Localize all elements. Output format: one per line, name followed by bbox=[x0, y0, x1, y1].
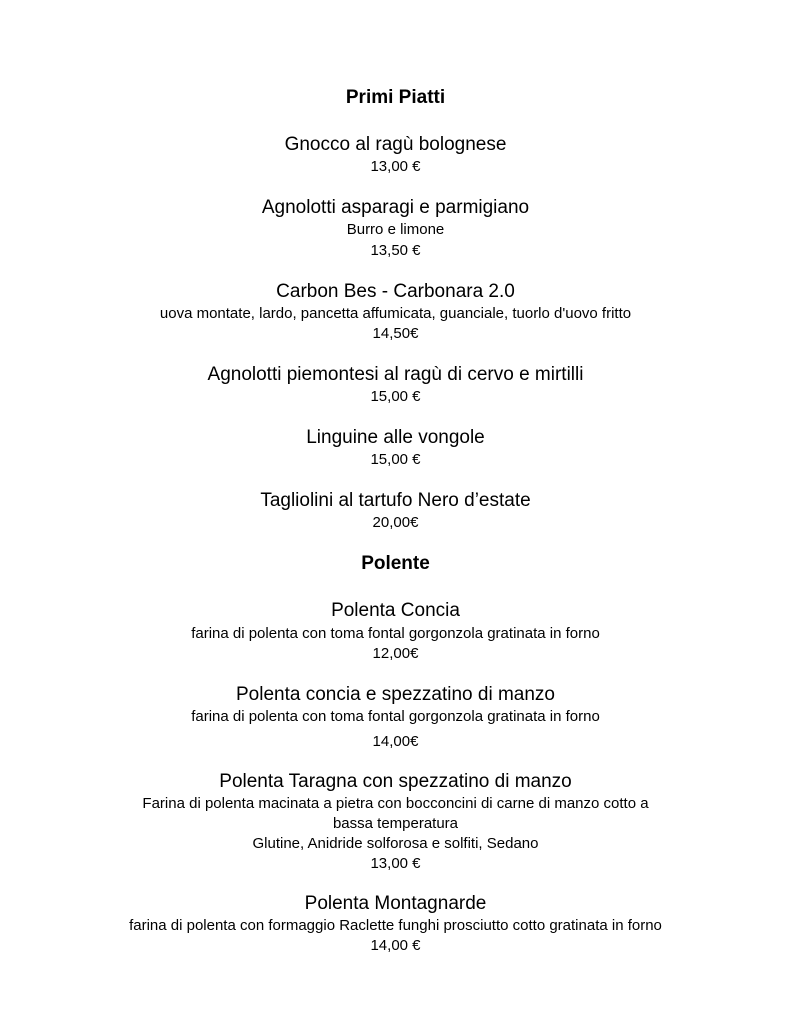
dish-name: Polenta concia e spezzatino di manzo bbox=[236, 684, 555, 705]
dish-name: Carbon Bes - Carbonara 2.0 bbox=[276, 281, 515, 302]
dish-name: Polenta Taragna con spezzatino di manzo bbox=[219, 771, 572, 792]
dish-price: 15,00 € bbox=[370, 388, 421, 405]
dish-price: 20,00€ bbox=[372, 514, 419, 531]
dish-description: Burro e limone bbox=[346, 221, 445, 238]
dish-description: uova montate, lardo, pancetta affumicata, guanciale, tuorlo d'uovo fritto bbox=[159, 305, 632, 322]
dish-name: Tagliolini al tartufo Nero d’estate bbox=[260, 490, 531, 511]
dish-name: Gnocco al ragù bolognese bbox=[284, 134, 507, 155]
dish-price: 14,50€ bbox=[372, 325, 419, 342]
dish-name: Linguine alle vongole bbox=[306, 427, 485, 448]
section-title-polente: Polente bbox=[361, 553, 430, 574]
dish-name: Agnolotti piemontesi al ragù di cervo e mirtilli bbox=[207, 364, 584, 385]
dish-description-line: bassa temperatura bbox=[332, 815, 459, 832]
dish-price: 15,00 € bbox=[370, 451, 421, 468]
dish-price: 14,00 € bbox=[370, 937, 421, 954]
dish-description-line: Farina di polenta macinata a pietra con bocconcini di carne di manzo cotto a bbox=[142, 795, 649, 812]
dish-description: farina di polenta con formaggio Raclette funghi prosciutto cotto gratinata in forno bbox=[129, 917, 662, 934]
dish-description: farina di polenta con toma fontal gorgonzola gratinata in forno bbox=[191, 625, 600, 642]
dish-price: 12,00€ bbox=[372, 645, 419, 662]
dish-name: Polenta Montagnarde bbox=[304, 893, 487, 914]
dish-name: Polenta Concia bbox=[331, 600, 460, 621]
dish-price: 13,00 € bbox=[370, 855, 421, 872]
section-title-primi-piatti: Primi Piatti bbox=[345, 87, 446, 108]
dish-price: 13,50 € bbox=[370, 242, 421, 259]
dish-name: Agnolotti asparagi e parmigiano bbox=[261, 197, 530, 218]
dish-description: farina di polenta con toma fontal gorgonzola gratinata in forno bbox=[191, 708, 600, 725]
dish-price: 13,00 € bbox=[370, 158, 421, 175]
dish-allergens: Glutine, Anidride solforosa e solfiti, Sedano bbox=[252, 835, 539, 852]
dish-price: 14,00€ bbox=[372, 733, 419, 750]
